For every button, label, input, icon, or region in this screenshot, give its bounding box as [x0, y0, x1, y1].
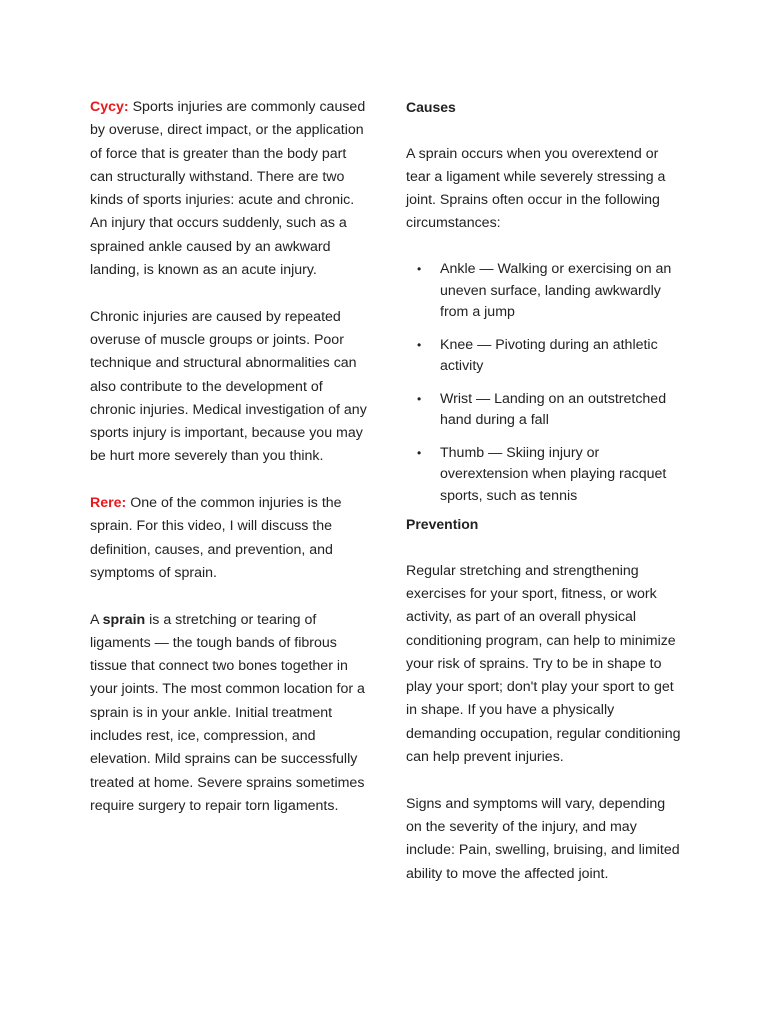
- definition-text: is a stretching or tearing of ligaments — the tough bands of fibrous tissue that connect two bones together in your joints. The most common location for a sprain is in your ankle. Initial treatment includes rest, ice, compression, and elevation. Mild sprains can be successfully treated at home. Severe sprains sometimes require surgery to repair torn ligaments.: [90, 611, 365, 814]
- symptoms-paragraph: Signs and symptoms will vary, depending on the severity of the injury, and may include: Pain, swelling, bruising, and limited ability to move the affected joint.: [406, 795, 680, 882]
- chronic-injuries-paragraph: Chronic injuries are caused by repeated overuse of muscle groups or joints. Poor technique and structural abnormalities can also contribute to the development of chronic injuries. Medical investigation of any sports injury is important, because you may be hurt more severely than you think.: [90, 308, 367, 465]
- prevention-paragraph: Regular stretching and strengthening exercises for your sport, fitness, or work activity, as part of an overall physical conditioning program, can help to minimize your risk of sprains. Try to be in shape to play your sport; don't play your sport to get in shape. If you have a physically demanding occupation, regular conditioning can help prevent injuries.: [406, 562, 681, 766]
- list-item-text: Knee — Pivoting during an athletic activity: [440, 336, 658, 375]
- causes-list: [406, 259, 684, 507]
- causes-heading: Causes: [406, 99, 456, 115]
- definition-lead: A: [90, 611, 103, 628]
- sprain-intro-paragraph: [90, 492, 368, 585]
- right-column: [406, 96, 684, 909]
- causes-intro-paragraph: A sprain occurs when you overextend or tear a ligament while severely stressing a joint. Sprains often occur in the following circumstances:: [406, 145, 666, 232]
- left-column: [90, 96, 368, 842]
- list-item-text: Ankle — Walking or exercising on an uneven surface, landing awkwardly from a jump: [440, 261, 672, 321]
- list-item: [406, 259, 684, 324]
- list-item: [406, 389, 684, 432]
- list-item-text: Wrist — Landing on an outstretched hand during a fall: [440, 390, 667, 429]
- intro-text: Sports injuries are commonly caused by overuse, direct impact, or the application of force that is greater than the body part can structurally withstand. There are two kinds of sports injuries: acute and chronic. An injury that occurs suddenly, such as a sprained ankle caused by an awkward landing, is known as an acute injury.: [90, 99, 366, 279]
- list-item: [406, 335, 684, 378]
- bullet-icon: •: [417, 445, 422, 460]
- bullet-icon: •: [417, 337, 422, 352]
- sprain-definition-paragraph: [90, 609, 368, 819]
- list-item-text: Thumb — Skiing injury or overextension when playing racquet sports, such as tennis: [440, 444, 667, 504]
- intro-paragraph: [90, 96, 368, 282]
- bullet-icon: •: [417, 391, 422, 406]
- list-item: [406, 443, 684, 508]
- speaker-cycy: Cycy:: [90, 99, 129, 115]
- prevention-heading: Prevention: [406, 516, 479, 533]
- sprain-term: sprain: [102, 611, 146, 628]
- speaker-rere: Rere:: [90, 495, 127, 512]
- sprain-intro-text: One of the common injuries is the sprain. For this video, I will discuss the definition, causes, and prevention, and symptoms of sprain.: [90, 495, 342, 581]
- bullet-icon: •: [417, 262, 422, 277]
